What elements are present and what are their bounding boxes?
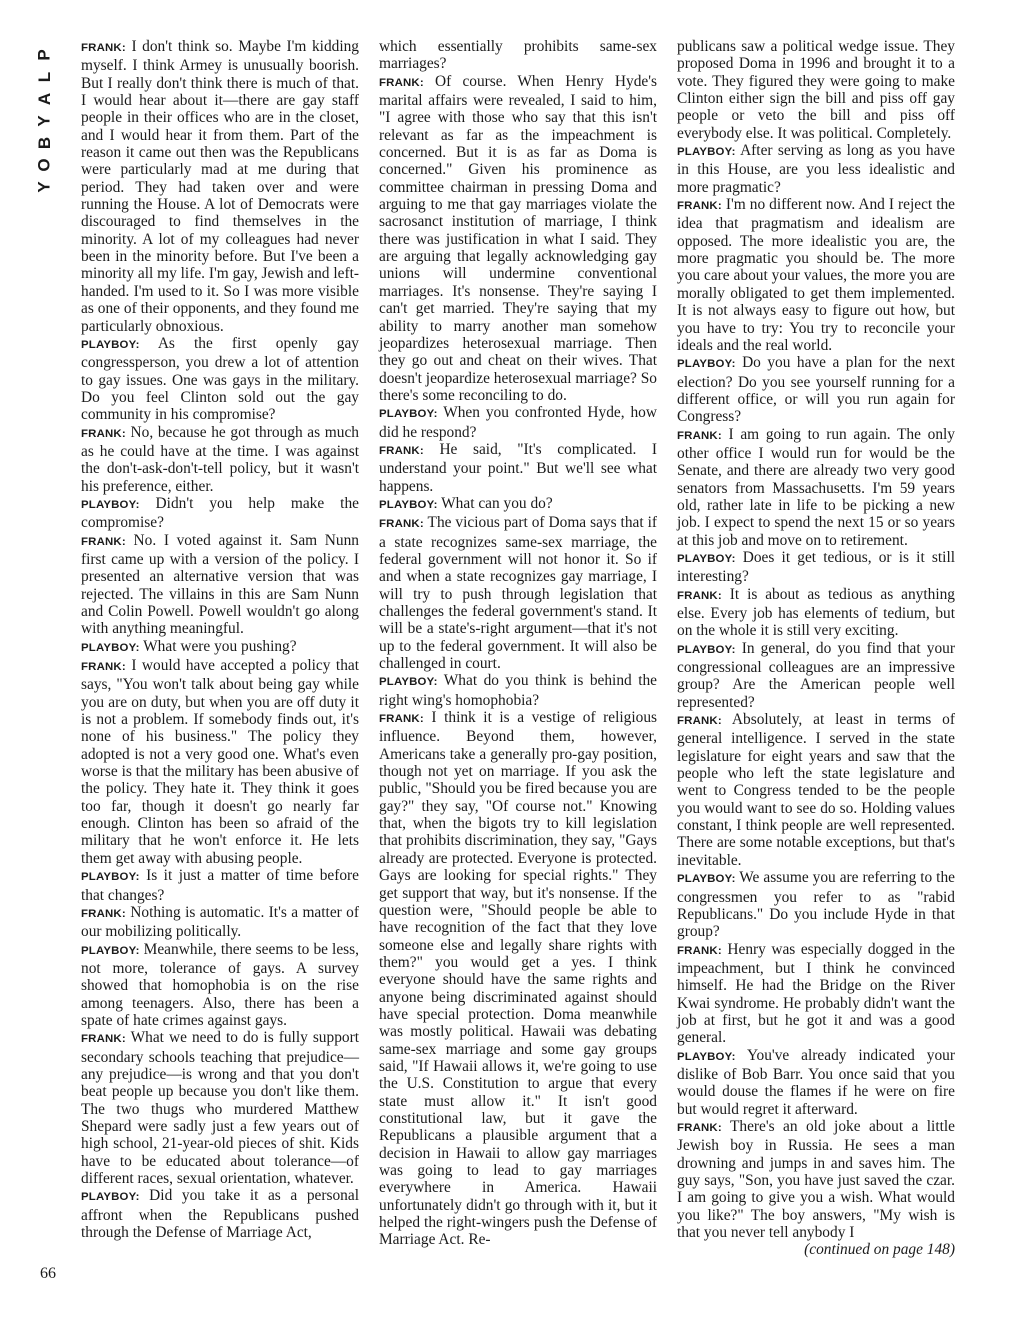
paragraph-text: Of course. When Henry Hyde's marital affairs were revealed, I said to him, "I agree with those who say that this isn't relevant as far as the impeachment is concerned. But it is as far as Doma is concerned." Given his prominence as committee chairman in pressing Doma and arguing to me that gay marriages violate the sacrosanct institution of marriage, I think there was justification in what I said. They are arguing that legally acknowledging gay unions will undermine conventional marriages. It's nonsense. They're saying I can't get married. They're saying that my ability to marry another man somehow jeopardizes heterosexual marriage. Then they go out and cheat on their wives. That doesn't jeopardize heterosexual marriage? So there's some reconciling to do. [379, 72, 657, 404]
speaker-label: PLAYBOY: [379, 498, 438, 511]
text-column-1 [81, 38, 359, 1241]
interview-paragraph [677, 640, 955, 711]
interview-paragraph [81, 941, 359, 1030]
paragraph-text: which essentially prohibits same-sex marriages? [379, 38, 657, 73]
interview-paragraph [81, 335, 359, 424]
speaker-label: PLAYBOY: [81, 944, 140, 957]
interview-paragraph [677, 1118, 955, 1241]
paragraph-text: The vicious part of Doma says that if a state recognizes same-sex marriage, the federal government will not honor it. So if and when a state recognizes gay marriage, I will try to push through legislation that challenges the federal government's stand. It will be a state's-right argument—that it's not up to the federal government. It will also be challenged in court. [379, 514, 657, 673]
speaker-label: PLAYBOY: [379, 676, 438, 689]
interview-paragraph [81, 38, 359, 335]
interview-paragraph [677, 1047, 955, 1118]
interview-paragraph [379, 514, 657, 672]
interview-paragraph [677, 196, 955, 354]
interview-paragraph [81, 424, 359, 495]
speaker-label: PLAYBOY: [81, 641, 140, 654]
paragraph-text: There's an old joke about a little Jewish boy in Russia. He sees a man drowning and jumps in and saves him. The guy says, "Son, you have just saved the czar. I am going to give you a wish. What would you like?" The boy answers, "My wish is that you never tell anybody I [677, 1117, 955, 1242]
paragraph-text: As the first openly gay congressperson, you drew a lot of attention to gay issues. One was gays in the military. Do you feel Clinton sold out the gay community in his compromise? [81, 334, 359, 424]
masthead-letter: A [35, 92, 54, 106]
paragraph-text: What do you think is behind the right wing's homophobia? [379, 672, 657, 709]
interview-paragraph [81, 904, 359, 941]
interview-paragraph [81, 1187, 359, 1241]
interview-paragraph [81, 1029, 359, 1187]
masthead-letter: O [34, 158, 54, 172]
speaker-label: FRANK: [379, 518, 424, 531]
paragraph-text: It is about as tedious as anything else. Every job has elements of tedium, but on the whole it is still very exciting. [677, 585, 955, 640]
text-column-2 [379, 38, 657, 1249]
speaker-label: FRANK: [379, 713, 424, 726]
interview-paragraph [677, 354, 955, 425]
masthead-letter: P [35, 49, 54, 61]
interview-paragraph [677, 142, 955, 196]
speaker-label: FRANK: [379, 444, 424, 457]
page-number: 66 [40, 1265, 56, 1282]
paragraph-text: I am going to run again. The only other office I would run for would be the Senate, and there are already two very good senators from Massachusetts. I'm 59 years old, rather late in life to be picking a new job. I expect to spend the next 15 or so years at this job and move on to retirement. [677, 425, 955, 549]
interview-paragraph [677, 586, 955, 640]
paragraph-text: No. I voted against it. Sam Nunn first came up with a version of the policy. I presented an alternative version that was rejected. The villains in this are Sam Nunn and Colin Powell. Powell wouldn't go along with anything meaningful. [81, 531, 359, 638]
speaker-label: PLAYBOY: [677, 643, 736, 656]
paragraph-text: Does it get tedious, or is it still interesting? [677, 548, 955, 586]
masthead [26, 44, 64, 198]
speaker-label: PLAYBOY: [677, 552, 736, 565]
paragraph-text: I'm no different now. And I reject the idea that pragmatism and idealism are opposed. The more idealistic you are, the more pragmatic you should be. The more you care about your values, the more you are morally obligated to get them implemented. It is not always easy to figure out how, but you have to try: You try to reconcile your ideals and the real world. [677, 196, 955, 354]
interview-paragraph [379, 441, 657, 495]
interview-paragraph [81, 532, 359, 638]
speaker-label: FRANK: [81, 42, 126, 54]
masthead-letter: Y [35, 181, 54, 193]
paragraph-text: Meanwhile, there seems to be less, not more, tolerance of gays. A survey showed that homophobia is on the rise among teenagers. Also, there has been a spate of hate crimes against gays. [81, 940, 359, 1029]
interview-paragraph [677, 869, 955, 940]
continuation-note: (continued on page 148) [804, 1241, 955, 1259]
interview-paragraph [81, 638, 359, 657]
paragraph-text: Nothing is automatic. It's a matter of our mobilizing politically. [81, 903, 359, 941]
paragraph-text: Did you take it as a personal affront when the Republicans pushed through the Defense of Marriage Act, [81, 1187, 359, 1242]
interview-paragraph [677, 426, 955, 549]
interview-paragraph [677, 38, 955, 142]
paragraph-text: You've already indicated your dislike of Bob Barr. You once said that you would douse the flames if he were on fire but would regret it afterward. [677, 1046, 955, 1118]
speaker-label: FRANK: [81, 907, 126, 920]
interview-paragraph [379, 38, 657, 73]
speaker-label: FRANK: [677, 1121, 722, 1134]
speaker-label: PLAYBOY: [677, 358, 736, 371]
paragraph-text: After serving as long as you have in this House, are you less idealistic and more pragmatic? [677, 142, 955, 196]
paragraph-text: Is it just a matter of time before that changes? [81, 867, 359, 904]
speaker-label: PLAYBOY: [677, 146, 736, 159]
interview-paragraph [677, 711, 955, 869]
speaker-label: FRANK: [677, 944, 722, 957]
text-column-3 [677, 38, 955, 1259]
paragraph-text: In general, do you find that your congressional colleagues are an impressive group? Are the American people well represented? [677, 639, 955, 711]
interview-paragraph [81, 495, 359, 532]
speaker-label: FRANK: [677, 429, 722, 442]
speaker-label: PLAYBOY: [379, 408, 438, 421]
paragraph-text: Absolutely, at least in terms of general intelligence. I served in the state legislature for eight years and saw that the people who left the state legislature and went to Congress tended to be the people you would want to see do so. Holding values constant, I think people are well represented. There are some notable exceptions, but that's inevitable. [677, 711, 955, 869]
masthead-letter: L [34, 71, 54, 83]
interview-paragraph [379, 495, 657, 514]
speaker-label: PLAYBOY: [81, 871, 140, 884]
speaker-label: FRANK: [379, 76, 424, 89]
speaker-label: FRANK: [677, 715, 722, 728]
interview-paragraph [677, 549, 955, 586]
interview-paragraph [677, 941, 955, 1047]
paragraph-text: When you confronted Hyde, how did he respond? [379, 404, 657, 441]
paragraph-text: What were you pushing? [139, 637, 297, 655]
paragraph-text: What we need to do is fully support secondary schools teaching that prejudice—any prejudice—is wrong and that you don't beat people up because you don't like them. The two thugs who murdered Matthew Shepard were sadly just a few years out of high school, 21-year-old pieces of shit. Kids have to be educated about tolerance—of different races, sexual orientation, whatever. [81, 1029, 359, 1187]
interview-paragraph [379, 672, 657, 709]
paragraph-text: He said, "It's complicated. I understand your point." But we'll see what happens. [379, 440, 657, 495]
paragraph-text: No, because he got through as much as he could have at the time. I was against the don't-ask-don't-tell policy, but it wasn't his preference, either. [81, 423, 359, 495]
paragraph-text: We assume you are referring to the congressmen you refer to as "rabid Republicans." Do you include Hyde in that group? [677, 869, 955, 941]
masthead-letter: Y [35, 115, 54, 127]
paragraph-text: I think it is a vestige of religious influence. Beyond them, however, Americans take a generally pro-gay position, though not yet on marriage. If you ask the public, "Should you be fired because you are gay?" they say, "Of course not." Knowing that, when the bigots try to kill legislation that prohibits discrimination, they say, "Gays already are protected. Everyone is protected. Gays are looking for special rights." They get support that way, but it's nonsense. If the question were, "Should people be able to have recognition of the fact that they love someone else and legally share rights with them?" you would get a yes. I think everyone should have the same rights and anyone being discriminated against should have special protection. Doma meanwhile was mostly political. Hawaii was debating same-sex marriage and some gay groups said, "If Hawaii allows it, we're going to use the U.S. Constitution to argue that every state must allow it." It isn't good constitutional law, but it gave the Republicans a plausible argument that a decision in Hawaii to allow gay marriages was going to lead to gay marriages everywhere in America. Hawaii unfortunately didn't go through with it, but it helped the right-wingers push the Defense of Marriage Act. Re- [379, 709, 657, 1249]
speaker-label: FRANK: [677, 200, 722, 213]
interview-paragraph [379, 404, 657, 441]
speaker-label: PLAYBOY: [677, 873, 736, 886]
paragraph-text: Do you have a plan for the next election? Do you see yourself running for a different office, or will you run again for Congress? [677, 354, 955, 426]
paragraph-text: Didn't you help make the compromise? [81, 494, 359, 532]
interview-paragraph [379, 709, 657, 1249]
paragraph-text: I don't think so. Maybe I'm kidding myself. I think Armey is unusually boorish. But I really don't think there is much of that. I would hear about it—there are gay staff people in their offices who are in the closet, and I would hear it from them. Part of the reason it came out then was the Republicans were particularly mad at me during that period. They had taken over and were running the House. A lot of Democrats were discouraged to find themselves in the minority. A lot of my colleagues had never been in the minority before. But I've been a minority all my life. I'm gay, Jewish and left-handed. I'm used to it. So I was more visible as one of their opponents, and they found me particularly obnoxious. [81, 38, 359, 335]
speaker-label: FRANK: [81, 427, 126, 440]
paragraph-text: Henry was especially dogged in the impeachment, but I think he convinced himself. He had the Bridge on the River Kwai syndrome. He probably didn't want the job at first, but he got it and was a good general. [677, 940, 955, 1047]
paragraph-text: publicans saw a political wedge issue. They proposed Doma in 1996 and brought it to a vote. They figured they were going to make Clinton either sign the bill and piss off gay people or veto the bill and piss off everybody else. It was political. Completely. [677, 38, 955, 142]
speaker-label: PLAYBOY: [81, 338, 140, 351]
speaker-label: FRANK: [81, 661, 126, 674]
paragraph-text: I would have accepted a policy that says, "You won't talk about being gay while you are on duty, but when you are off duty it is not a problem. If somebody finds out, it's none of his business." The policy they adopted is not a very good one. What's even worse is that the military has been abusive of the policy. They hate it. They think it goes too far, though it doesn't go nearly far enough. Clinton has been so afraid of the military that he won't enforce it. He lets them get away with abusing people. [81, 657, 359, 867]
speaker-label: FRANK: [677, 589, 722, 602]
interview-paragraph [81, 867, 359, 904]
interview-paragraph [81, 657, 359, 867]
masthead-letter: B [35, 136, 54, 150]
speaker-label: FRANK: [81, 535, 126, 548]
interview-paragraph [379, 73, 657, 405]
speaker-label: PLAYBOY: [677, 1050, 736, 1063]
speaker-label: FRANK: [81, 1033, 126, 1046]
paragraph-text: What can you do? [437, 494, 553, 512]
speaker-label: PLAYBOY: [81, 498, 140, 511]
speaker-label: PLAYBOY: [81, 1191, 140, 1204]
